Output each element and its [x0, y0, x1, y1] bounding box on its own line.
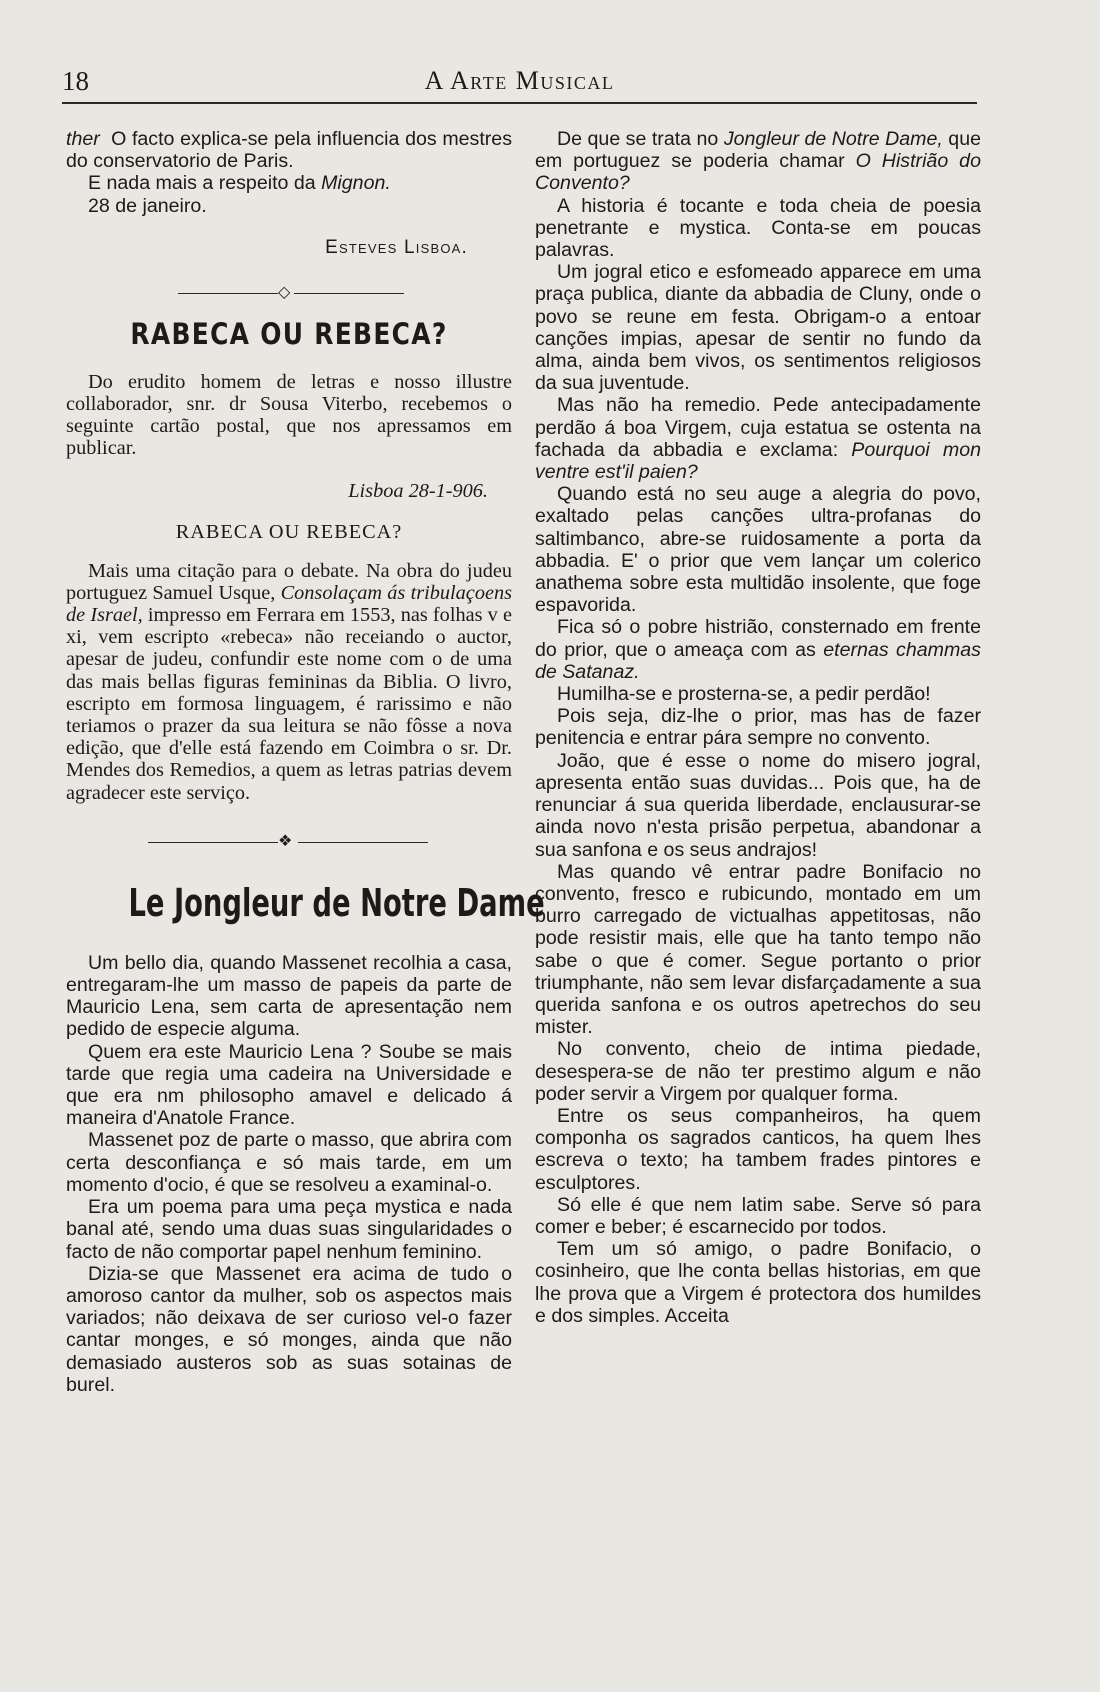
italic-fragment: Consolaçam ás tribulaçoens de Israel,: [66, 581, 512, 627]
paragraph: No convento, cheio de intima piedade, desespera-se de não ter prestimo algum e não poder servir a Virgem por qualquer forma.: [535, 1038, 981, 1105]
italic-fragment: O Histrião do Convento?: [535, 150, 981, 195]
paragraph: Massenet poz de parte o masso, que abrira com certa desconfiança e só mais tarde, em um momento d'ocio, é que se resolveu a examinal-o.: [66, 1129, 512, 1196]
paragraph: Quem era este Mauricio Lena ? Soube se mais tarde que regia uma cadeira na Universidade e que era nm philosopho amavel e delicado á maneira d'Anatole France.: [66, 1040, 512, 1130]
paragraph: [66, 560, 512, 804]
fleuron-ornament-icon: ❖: [278, 832, 293, 850]
italic-fragment: Mignon.: [321, 172, 391, 195]
text: De que se trata no: [557, 128, 719, 150]
text: impresso em Ferrara em 1553, nas folhas v e xi, vem escripto «rebeca» não receiando o auctor, apesar de judeu, confundir este nome com o de uma das mais bellas figuras femininas da Biblia. O livro, escripto em formosa linguagem, é rarissimo e não teriamos o prazer da sua leitura se não fôsse a nova edição, que d'elle está fazendo em Coimbra o sr. Dr. Mendes dos Remedios, a quem as letras patrias devem agradecer este serviço.: [66, 604, 512, 804]
text: 28 de janeiro.: [88, 194, 207, 217]
paragraph: Do erudito homem de letras e nosso illustre collaborador, snr. dr Sousa Viterbo, recebemos o seguinte cartão postal, que nos apressamos em publicar.: [66, 370, 512, 460]
article-rabeca: [66, 371, 512, 804]
text: Mais uma citação para o debate. Na obra do judeu portuguez Samuel Usque,: [66, 559, 512, 604]
paragraph: [535, 616, 981, 683]
paragraph: [66, 195, 512, 217]
article-title-rabeca: RABECA OU REBECA?: [130, 316, 448, 351]
paragraph: [66, 172, 512, 194]
right-column: [535, 128, 981, 1327]
text: que em portuguez se poderia chamar: [535, 128, 981, 173]
dateline: Lisboa 28-1-906.: [348, 479, 488, 502]
paragraph: Mas quando vê entrar padre Bonifacio no convento, fresco e rubicundo, montado em um burro carregado de victualhas appetitosas, não pode resistir mais, elle que ha tanto tempo não sabe o que é comer. Segue portanto o prior triumphante, não sem levar disfarçadamente a sua querida sanfona e os outros apetrechos do seu mister.: [535, 860, 981, 1039]
text: O facto explica-se pela influencia dos mestres do conservatorio de Paris.: [66, 128, 513, 173]
italic-fragment: Pourquoi mon ventre est'il paien?: [535, 438, 981, 484]
diamond-ornament-icon: ◇: [278, 283, 291, 301]
paragraph: [66, 128, 512, 172]
previous-article-ending: [66, 128, 512, 259]
paragraph: Humilha-se e prosterna-se, a pedir perdão!: [557, 683, 931, 706]
journal-title: A Arte Musical: [424, 66, 615, 95]
italic-fragment: ther: [66, 128, 100, 150]
paragraph: [535, 394, 981, 483]
paragraph: Quando está no seu auge a alegria do povo, exaltado pelas canções ultra-profanas do saltimbanco, abre-se ruidosamente a porta da abbadia. E' o prior que vem lançar um colerico anathema sobre esta multidão insolente, que foge espavorida.: [535, 483, 981, 617]
paragraph: João, que é esse o nome do misero jogral, apresenta então suas duvidas... Pois que, ha de renunciar á sua querida liberdade, enclausurar-se ainda novo n'esta prisão perpetua, abandonar a sua sanfona e os seus andrajos!: [535, 749, 981, 861]
article-jongleur-left: [66, 952, 512, 1396]
paragraph: Dizia-se que Massenet era acima de tudo o amoroso cantor da mulher, sob os aspectos mais variados; não deixava de ser curioso vel-o fazer cantar monges, e só monges, ainda que não demasiado austeros sob as suas sotainas de burel.: [66, 1262, 512, 1396]
text: Fica só o pobre histrião, consternado em frente do prior, que o ameaça com as: [535, 616, 981, 661]
section-divider: [66, 832, 512, 854]
signature: Esteves Lisboa.: [325, 236, 468, 258]
page-header: [62, 62, 977, 104]
text: E nada mais a respeito da: [88, 172, 316, 195]
postcard-subtitle: RABECA OU REBECA?: [175, 520, 403, 543]
text: Mas não ha remedio. Pede antecipadamente perdão á boa Virgem, cuja estatua se ostenta na fachada da abbadia e exclama:: [535, 394, 981, 461]
paragraph: A historia é tocante e toda cheia de poesia penetrante e mystica. Conta-se em poucas palavras.: [535, 194, 981, 262]
paragraph: Tem um só amigo, o padre Bonifacio, o cosinheiro, que lhe conta bellas historias, em que lhe prova que a Virgem é protectora dos humildes e dos simples. Acceita: [535, 1238, 981, 1327]
left-column: [66, 128, 545, 1396]
page-number: 18: [62, 66, 89, 96]
paragraph: Um bello dia, quando Massenet recolhia a casa, entregaram-lhe um masso de papeis da parte de Mauricio Lena, sem carta de apresentação nem pedido de especie alguma.: [66, 951, 512, 1041]
italic-fragment: Jongleur de Notre Dame,: [723, 128, 943, 150]
italic-fragment: eternas chammas de Satanaz.: [535, 638, 981, 683]
paragraph: Entre os seus companheiros, ha quem componha os sagrados canticos, ha quem lhes escreva o texto; ha tambem frades pintores e esculptores.: [535, 1104, 981, 1194]
section-divider: [66, 283, 512, 305]
paragraph: Só elle é que nem latim sabe. Serve só para comer e beber; é escarnecido por todos.: [535, 1193, 981, 1238]
paragraph: [535, 128, 981, 195]
paragraph: Um jogral etico e esfomeado apparece em uma praça publica, diante da abbadia de Cluny, onde o povo se reune em festa. Obrigam-o a entoar canções impias, apesar de sentir no fundo da alma, ainda bem vivos, os sentimentos religiosos da sua juventude.: [535, 261, 981, 395]
paragraph: Era um poema para uma peça mystica e nada banal até, sendo uma duas suas singularidades o facto de não comportar papel nenhum feminino.: [66, 1196, 512, 1263]
paragraph: Pois seja, diz-lhe o prior, mas has de fazer penitencia e entrar pára sempre no convento.: [535, 705, 981, 750]
article-title-jongleur: Le Jongleur de Notre Dame: [128, 880, 545, 925]
